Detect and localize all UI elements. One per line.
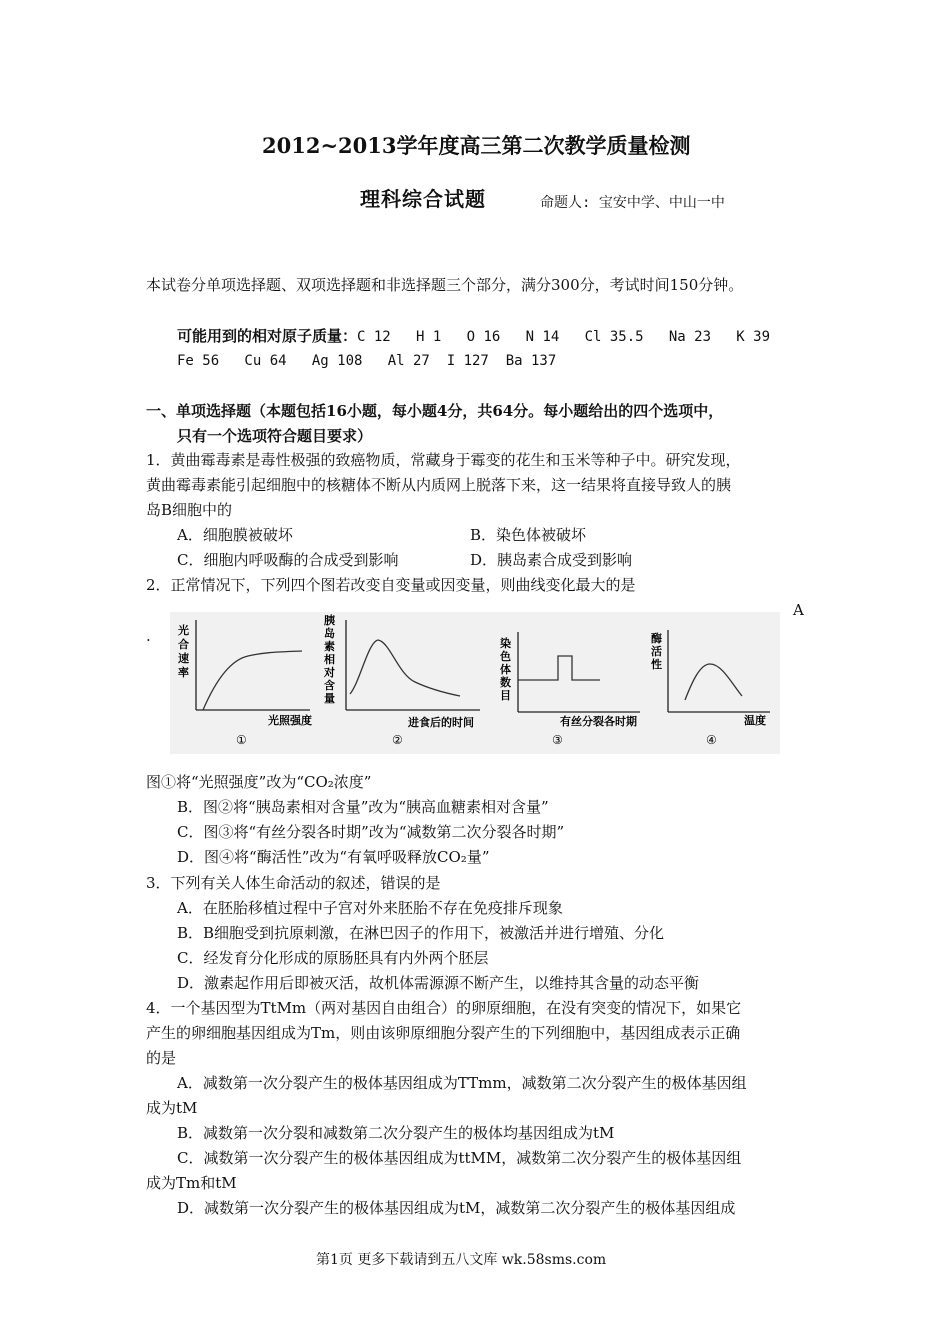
g3-ylabel-2: 色 bbox=[500, 650, 511, 663]
g3-ylabel-1: 染 bbox=[500, 637, 511, 650]
page-footer: 第1页 更多下载请到五八文库 wk.58sms.com bbox=[316, 1252, 607, 1268]
q1-option-d: D．胰岛素合成受到影响 bbox=[470, 551, 633, 569]
q4-option-a-line1: A．减数第一次分裂产生的极体基因组成为TTmm，减数第二次分裂产生的极体基因组 bbox=[177, 1074, 747, 1092]
q4-option-b: B．减数第一次分裂和减数第二次分裂产生的极体均基因组成为tM bbox=[177, 1124, 615, 1142]
g4-number: ④ bbox=[706, 733, 717, 747]
g2-ylabel-3: 素 bbox=[324, 640, 335, 653]
q4-line2: 产生的卵细胞基因组成为Tm，则由该卵原细胞分裂产生的下列细胞中，基因组成表示正确 bbox=[146, 1024, 741, 1042]
g1-ylabel-1: 光 bbox=[178, 624, 189, 637]
q1-line1: 1．黄曲霉毒素是毒性极强的致癌物质，常藏身于霉变的花生和玉米等种子中。研究发现， bbox=[146, 451, 741, 469]
g2-ylabel-1: 胰 bbox=[324, 614, 335, 627]
q4-option-c-line1: C．减数第一次分裂产生的极体基因组成为ttMM，减数第二次分裂产生的极体基因组 bbox=[177, 1149, 742, 1167]
figure-background bbox=[170, 612, 780, 754]
exam-authors: 命题人: 宝安中学、中山一中 bbox=[540, 195, 725, 211]
g4-ylabel-2: 活 bbox=[651, 645, 662, 658]
g2-ylabel-2: 岛 bbox=[324, 627, 335, 640]
q4-option-c-line2: 成为Tm和tM bbox=[146, 1174, 237, 1192]
q2-stem: 2．正常情况下，下列四个图若改变自变量或因变量，则曲线变化最大的是 bbox=[146, 576, 636, 594]
q1-line3: 岛B细胞中的 bbox=[146, 501, 233, 519]
g3-number: ③ bbox=[552, 733, 563, 747]
q2-option-b: B．图②将“胰岛素相对含量”改为“胰高血糖素相对含量” bbox=[177, 798, 549, 816]
q4-option-d-line1: D．减数第一次分裂产生的极体基因组成为tM，减数第二次分裂产生的极体基因组成 bbox=[177, 1199, 736, 1217]
atomic-mass-values1: C 12 H 1 O 16 N 14 Cl 35.5 Na 23 K 39 bbox=[357, 329, 771, 345]
g3-ylabel-3: 体 bbox=[500, 663, 511, 676]
g2-xlabel: 进食后的时间 bbox=[408, 716, 474, 729]
exam-subtitle: 理科综合试题 bbox=[360, 187, 486, 211]
g1-ylabel-3: 速 bbox=[178, 652, 189, 665]
atomic-mass-line1 bbox=[177, 326, 770, 347]
section1-heading: 一、单项选择题（本题包括16小题，每小题4分，共64分。每小题给出的四个选项中， bbox=[146, 402, 724, 420]
intro-text: 本试卷分单项选择题、双项选择题和非选择题三个部分，满分300分，考试时间150分钟。 bbox=[146, 276, 744, 294]
q2-figure bbox=[170, 612, 780, 754]
g3-ylabel-5: 目 bbox=[500, 689, 511, 702]
q1-option-b: B．染色体被破坏 bbox=[470, 526, 587, 544]
q1-option-c: C．细胞内呼吸酶的合成受到影响 bbox=[177, 551, 399, 569]
g1-ylabel-4: 率 bbox=[178, 666, 189, 679]
section1-heading-2: 只有一个选项符合题目要求） bbox=[177, 427, 373, 445]
g2-number: ② bbox=[392, 733, 403, 747]
q2-option-a: 图①将“光照强度”改为“CO₂浓度” bbox=[146, 773, 372, 791]
g3-ylabel-4: 数 bbox=[500, 676, 511, 689]
q3-option-a: A．在胚胎移植过程中子宫对外来胚胎不存在免疫排斥现象 bbox=[177, 899, 563, 917]
g2-ylabel-5: 对 bbox=[324, 666, 335, 679]
g1-ylabel-2: 合 bbox=[178, 638, 189, 651]
g1-xlabel: 光照强度 bbox=[268, 714, 312, 727]
g4-xlabel: 温度 bbox=[744, 714, 766, 727]
atomic-mass-line2: Fe 56 Cu 64 Ag 108 Al 27 I 127 Ba 137 bbox=[177, 353, 557, 369]
q1-option-a: A．细胞膜被破坏 bbox=[177, 526, 293, 544]
q2-option-d: D．图④将“酶活性”改为“有氧呼吸释放CO₂量” bbox=[177, 848, 490, 866]
q3-option-d: D．激素起作用后即被灭活，故机体需源源不断产生，以维持其含量的动态平衡 bbox=[177, 974, 700, 992]
g4-ylabel-3: 性 bbox=[651, 658, 662, 671]
q4-option-a-line2: 成为tM bbox=[146, 1099, 198, 1117]
q4-line3: 的是 bbox=[146, 1049, 177, 1067]
g1-number: ① bbox=[236, 733, 247, 747]
q4-line1: 4．一个基因型为TtMm（两对基因自由组合）的卵原细胞，在没有突变的情况下，如果它 bbox=[146, 999, 742, 1017]
g3-xlabel: 有丝分裂各时期 bbox=[560, 715, 637, 728]
q3-option-c: C．经发育分化形成的原肠胚具有内外两个胚层 bbox=[177, 949, 489, 967]
q3-option-b: B．B细胞受到抗原刺激，在淋巴因子的作用下，被激活并进行增殖、分化 bbox=[177, 924, 665, 942]
atomic-mass-label: 可能用到的相对原子质量： bbox=[177, 327, 358, 345]
q1-line2: 黄曲霉毒素能引起细胞中的核糖体不断从内质网上脱落下来，这一结果将直接导致人的胰 bbox=[146, 476, 732, 494]
q2-answer-letter: A bbox=[793, 601, 804, 619]
q3-stem: 3．下列有关人体生命活动的叙述，错误的是 bbox=[146, 874, 441, 892]
q2-dot: . bbox=[146, 627, 151, 645]
exam-title: 2012~2013学年度高三第二次教学质量检测 bbox=[262, 133, 691, 158]
g2-ylabel-7: 量 bbox=[324, 692, 335, 705]
g2-ylabel-6: 含 bbox=[324, 679, 335, 692]
g2-ylabel-4: 相 bbox=[324, 653, 335, 666]
q2-option-c: C．图③将“有丝分裂各时期”改为“减数第二次分裂各时期” bbox=[177, 823, 565, 841]
g4-ylabel-1: 酶 bbox=[651, 632, 662, 645]
